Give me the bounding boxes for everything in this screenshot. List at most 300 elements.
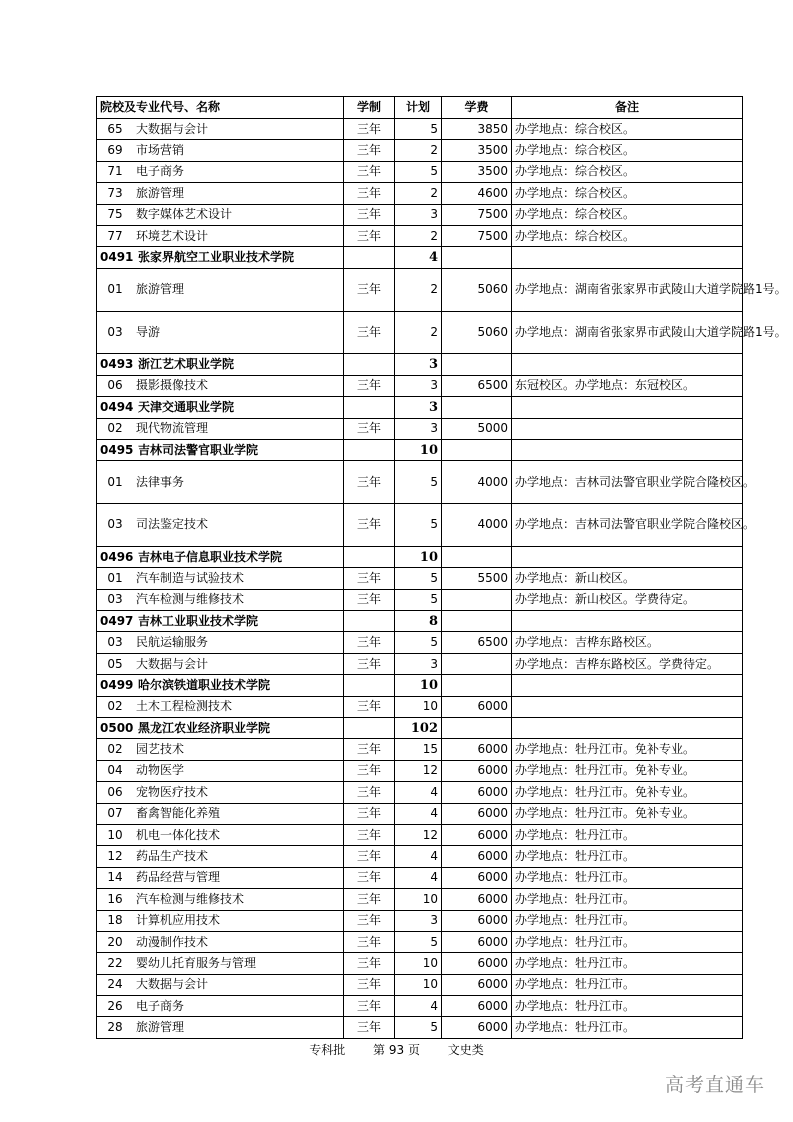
school-code: 0497 bbox=[100, 613, 134, 628]
school-code: 0491 bbox=[100, 250, 134, 265]
school-code: 0494 bbox=[100, 399, 134, 414]
school-code: 0493 bbox=[100, 357, 134, 372]
major-duration: 三年 bbox=[344, 140, 395, 161]
major-plan: 5 bbox=[395, 119, 442, 140]
major-note: 办学地点：牡丹江市。免补专业。 bbox=[512, 803, 743, 824]
school-name: 吉林司法警官职业学院 bbox=[138, 442, 259, 457]
school-row bbox=[97, 675, 743, 696]
major-name: 药品经营与管理 bbox=[136, 870, 221, 885]
school-fee-cell bbox=[442, 439, 512, 460]
major-plan: 2 bbox=[395, 225, 442, 246]
major-code: 24 bbox=[107, 977, 123, 992]
major-cell bbox=[97, 632, 344, 653]
major-row bbox=[97, 204, 743, 225]
footer-page-number: 第 93 页 bbox=[373, 1043, 420, 1057]
major-fee: 6000 bbox=[442, 974, 512, 995]
school-plan: 10 bbox=[395, 675, 442, 696]
major-fee: 6000 bbox=[442, 910, 512, 931]
major-row bbox=[97, 225, 743, 246]
major-fee: 6000 bbox=[442, 846, 512, 867]
major-name: 旅游管理 bbox=[136, 282, 185, 297]
major-note: 办学地点：吉林司法警官职业学院合隆校区。 bbox=[512, 504, 743, 547]
major-name: 电子商务 bbox=[136, 998, 185, 1013]
school-note-cell bbox=[512, 546, 743, 567]
watermark-text: 高考直通车 bbox=[664, 1074, 765, 1096]
major-cell bbox=[97, 931, 344, 952]
major-duration: 三年 bbox=[344, 782, 395, 803]
major-cell bbox=[97, 225, 344, 246]
major-name: 汽车制造与试验技术 bbox=[136, 570, 245, 585]
major-fee: 6000 bbox=[442, 1017, 512, 1038]
major-note: 东冠校区。办学地点：东冠校区。 bbox=[512, 375, 743, 396]
page-footer bbox=[0, 1041, 793, 1058]
major-note: 办学地点：吉桦东路校区。 bbox=[512, 632, 743, 653]
major-note: 办学地点：牡丹江市。 bbox=[512, 974, 743, 995]
major-name: 电子商务 bbox=[136, 164, 185, 179]
major-note bbox=[512, 418, 743, 439]
major-name: 法律事务 bbox=[136, 474, 185, 489]
major-code: 12 bbox=[107, 849, 123, 864]
major-plan: 4 bbox=[395, 996, 442, 1017]
school-duration-cell bbox=[344, 247, 395, 268]
school-cell bbox=[97, 546, 344, 567]
school-row bbox=[97, 546, 743, 567]
school-row bbox=[97, 718, 743, 739]
major-name: 旅游管理 bbox=[136, 185, 185, 200]
major-cell bbox=[97, 760, 344, 781]
major-row bbox=[97, 974, 743, 995]
major-note: 办学地点：牡丹江市。 bbox=[512, 1017, 743, 1038]
major-cell bbox=[97, 867, 344, 888]
major-note: 办学地点：综合校区。 bbox=[512, 119, 743, 140]
major-code: 28 bbox=[107, 1020, 123, 1035]
school-fee-cell bbox=[442, 247, 512, 268]
major-code: 71 bbox=[107, 164, 123, 179]
major-cell bbox=[97, 504, 344, 547]
major-row bbox=[97, 568, 743, 589]
major-plan: 5 bbox=[395, 461, 442, 504]
major-note: 办学地点：综合校区。 bbox=[512, 225, 743, 246]
header-fee: 学费 bbox=[442, 97, 512, 119]
major-duration: 三年 bbox=[344, 268, 395, 311]
major-duration: 三年 bbox=[344, 760, 395, 781]
major-cell bbox=[97, 183, 344, 204]
major-name: 大数据与会计 bbox=[136, 977, 209, 992]
major-fee: 3850 bbox=[442, 119, 512, 140]
major-code: 01 bbox=[107, 474, 123, 489]
major-row bbox=[97, 760, 743, 781]
major-cell bbox=[97, 461, 344, 504]
major-name: 摄影摄像技术 bbox=[136, 378, 209, 393]
major-code: 02 bbox=[107, 742, 123, 757]
major-note: 办学地点：牡丹江市。 bbox=[512, 824, 743, 845]
major-plan: 5 bbox=[395, 632, 442, 653]
school-row bbox=[97, 611, 743, 632]
major-name: 市场营销 bbox=[136, 143, 185, 158]
admission-plan-table bbox=[96, 96, 787, 1039]
school-fee-cell bbox=[442, 675, 512, 696]
major-fee: 6000 bbox=[442, 739, 512, 760]
major-cell bbox=[97, 568, 344, 589]
major-plan: 3 bbox=[395, 418, 442, 439]
major-row bbox=[97, 910, 743, 931]
major-name: 汽车检测与维修技术 bbox=[136, 891, 245, 906]
major-duration: 三年 bbox=[344, 461, 395, 504]
school-name: 吉林电子信息职业技术学院 bbox=[138, 549, 283, 564]
major-cell bbox=[97, 375, 344, 396]
major-note: 办学地点：综合校区。 bbox=[512, 183, 743, 204]
school-cell bbox=[97, 611, 344, 632]
major-fee: 6000 bbox=[442, 953, 512, 974]
major-note: 办学地点：湖南省张家界市武陵山大道学院路1号。 bbox=[512, 311, 743, 354]
major-fee: 6000 bbox=[442, 782, 512, 803]
major-fee: 6500 bbox=[442, 632, 512, 653]
major-code: 65 bbox=[107, 121, 123, 136]
major-duration: 三年 bbox=[344, 889, 395, 910]
major-fee: 6000 bbox=[442, 931, 512, 952]
major-name: 司法鉴定技术 bbox=[136, 517, 209, 532]
major-plan: 3 bbox=[395, 375, 442, 396]
major-code: 20 bbox=[107, 934, 123, 949]
major-name: 大数据与会计 bbox=[136, 121, 209, 136]
major-row bbox=[97, 311, 743, 354]
major-fee: 5000 bbox=[442, 418, 512, 439]
major-fee: 5500 bbox=[442, 568, 512, 589]
major-note: 办学地点：新山校区。学费待定。 bbox=[512, 589, 743, 610]
major-plan: 2 bbox=[395, 140, 442, 161]
major-cell bbox=[97, 653, 344, 674]
major-plan: 10 bbox=[395, 696, 442, 717]
major-note: 办学地点：牡丹江市。免补专业。 bbox=[512, 739, 743, 760]
school-note-cell bbox=[512, 397, 743, 418]
school-cell bbox=[97, 675, 344, 696]
school-duration-cell bbox=[344, 718, 395, 739]
major-code: 03 bbox=[107, 324, 123, 339]
major-name: 机电一体化技术 bbox=[136, 827, 221, 842]
major-duration: 三年 bbox=[344, 119, 395, 140]
major-duration: 三年 bbox=[344, 504, 395, 547]
school-note-cell bbox=[512, 611, 743, 632]
major-note: 办学地点：牡丹江市。 bbox=[512, 867, 743, 888]
major-code: 69 bbox=[107, 143, 123, 158]
major-row bbox=[97, 504, 743, 547]
school-code: 0499 bbox=[100, 677, 134, 692]
major-duration: 三年 bbox=[344, 803, 395, 824]
major-fee: 6000 bbox=[442, 889, 512, 910]
school-duration-cell bbox=[344, 675, 395, 696]
major-plan: 4 bbox=[395, 867, 442, 888]
school-fee-cell bbox=[442, 546, 512, 567]
major-row bbox=[97, 739, 743, 760]
major-fee: 4000 bbox=[442, 504, 512, 547]
major-duration: 三年 bbox=[344, 161, 395, 182]
major-code: 03 bbox=[107, 592, 123, 607]
major-cell bbox=[97, 311, 344, 354]
school-duration-cell bbox=[344, 397, 395, 418]
major-name: 宠物医疗技术 bbox=[136, 784, 209, 799]
school-cell bbox=[97, 718, 344, 739]
school-duration-cell bbox=[344, 439, 395, 460]
major-duration: 三年 bbox=[344, 953, 395, 974]
school-name: 黑龙江农业经济职业学院 bbox=[138, 720, 271, 735]
school-note-cell bbox=[512, 718, 743, 739]
major-fee: 6000 bbox=[442, 824, 512, 845]
major-duration: 三年 bbox=[344, 204, 395, 225]
major-plan: 5 bbox=[395, 1017, 442, 1038]
major-note: 办学地点：牡丹江市。 bbox=[512, 931, 743, 952]
major-code: 02 bbox=[107, 699, 123, 714]
school-code: 0500 bbox=[100, 720, 134, 735]
major-code: 06 bbox=[107, 378, 123, 393]
major-fee: 7500 bbox=[442, 204, 512, 225]
major-plan: 10 bbox=[395, 889, 442, 910]
major-note: 办学地点：牡丹江市。 bbox=[512, 996, 743, 1017]
major-cell bbox=[97, 846, 344, 867]
school-duration-cell bbox=[344, 611, 395, 632]
major-plan: 5 bbox=[395, 161, 442, 182]
major-fee: 4000 bbox=[442, 461, 512, 504]
major-duration: 三年 bbox=[344, 225, 395, 246]
major-plan: 2 bbox=[395, 183, 442, 204]
major-fee: 6000 bbox=[442, 867, 512, 888]
major-cell bbox=[97, 739, 344, 760]
school-duration-cell bbox=[344, 354, 395, 375]
major-row bbox=[97, 803, 743, 824]
school-fee-cell bbox=[442, 611, 512, 632]
school-plan: 8 bbox=[395, 611, 442, 632]
major-code: 03 bbox=[107, 635, 123, 650]
major-duration: 三年 bbox=[344, 653, 395, 674]
header-plan: 计划 bbox=[395, 97, 442, 119]
school-fee-cell bbox=[442, 354, 512, 375]
major-cell bbox=[97, 140, 344, 161]
major-cell bbox=[97, 696, 344, 717]
major-note bbox=[512, 696, 743, 717]
major-name: 畜禽智能化养殖 bbox=[136, 806, 221, 821]
major-code: 77 bbox=[107, 228, 123, 243]
school-row bbox=[97, 439, 743, 460]
major-note: 办学地点：牡丹江市。 bbox=[512, 889, 743, 910]
major-duration: 三年 bbox=[344, 974, 395, 995]
major-row bbox=[97, 953, 743, 974]
major-code: 14 bbox=[107, 870, 123, 885]
major-code: 03 bbox=[107, 517, 123, 532]
major-plan: 4 bbox=[395, 782, 442, 803]
major-name: 婴幼儿托育服务与管理 bbox=[136, 955, 257, 970]
major-code: 02 bbox=[107, 421, 123, 436]
school-plan: 3 bbox=[395, 354, 442, 375]
major-fee: 4600 bbox=[442, 183, 512, 204]
major-name: 药品生产技术 bbox=[136, 849, 209, 864]
major-fee: 3500 bbox=[442, 161, 512, 182]
major-row bbox=[97, 1017, 743, 1038]
major-row bbox=[97, 418, 743, 439]
major-plan: 5 bbox=[395, 931, 442, 952]
major-note: 办学地点：牡丹江市。免补专业。 bbox=[512, 760, 743, 781]
school-plan: 4 bbox=[395, 247, 442, 268]
school-note-cell bbox=[512, 247, 743, 268]
school-plan: 3 bbox=[395, 397, 442, 418]
major-plan: 5 bbox=[395, 589, 442, 610]
major-duration: 三年 bbox=[344, 568, 395, 589]
major-cell bbox=[97, 589, 344, 610]
major-code: 75 bbox=[107, 207, 123, 222]
header-name: 院校及专业代号、名称 bbox=[97, 97, 344, 119]
major-note: 办学地点：牡丹江市。 bbox=[512, 846, 743, 867]
major-row bbox=[97, 375, 743, 396]
table-header-row bbox=[97, 97, 743, 119]
major-name: 导游 bbox=[136, 324, 161, 339]
major-note: 办学地点：吉桦东路校区。学费待定。 bbox=[512, 653, 743, 674]
major-duration: 三年 bbox=[344, 589, 395, 610]
major-note: 办学地点：新山校区。 bbox=[512, 568, 743, 589]
major-plan: 12 bbox=[395, 824, 442, 845]
school-fee-cell bbox=[442, 718, 512, 739]
major-cell bbox=[97, 1017, 344, 1038]
major-name: 民航运输服务 bbox=[136, 635, 209, 650]
major-code: 73 bbox=[107, 185, 123, 200]
major-row bbox=[97, 119, 743, 140]
major-note: 办学地点：吉林司法警官职业学院合隆校区。 bbox=[512, 461, 743, 504]
major-cell bbox=[97, 974, 344, 995]
major-row bbox=[97, 268, 743, 311]
school-name: 浙江艺术职业学院 bbox=[138, 357, 235, 372]
major-name: 土木工程检测技术 bbox=[136, 699, 233, 714]
major-fee: 6000 bbox=[442, 696, 512, 717]
major-row bbox=[97, 846, 743, 867]
school-duration-cell bbox=[344, 546, 395, 567]
major-row bbox=[97, 653, 743, 674]
school-fee-cell bbox=[442, 397, 512, 418]
major-row bbox=[97, 824, 743, 845]
major-cell bbox=[97, 268, 344, 311]
major-duration: 三年 bbox=[344, 931, 395, 952]
school-cell bbox=[97, 354, 344, 375]
major-code: 04 bbox=[107, 763, 123, 778]
major-plan: 4 bbox=[395, 803, 442, 824]
major-cell bbox=[97, 204, 344, 225]
major-code: 22 bbox=[107, 955, 123, 970]
major-name: 旅游管理 bbox=[136, 1020, 185, 1035]
school-note-cell bbox=[512, 354, 743, 375]
school-plan: 10 bbox=[395, 439, 442, 460]
major-cell bbox=[97, 161, 344, 182]
school-row bbox=[97, 354, 743, 375]
school-code: 0495 bbox=[100, 442, 134, 457]
major-fee: 6500 bbox=[442, 375, 512, 396]
major-row bbox=[97, 461, 743, 504]
major-note: 办学地点：牡丹江市。免补专业。 bbox=[512, 782, 743, 803]
major-cell bbox=[97, 418, 344, 439]
school-note-cell bbox=[512, 439, 743, 460]
major-plan: 3 bbox=[395, 204, 442, 225]
major-duration: 三年 bbox=[344, 1017, 395, 1038]
major-code: 07 bbox=[107, 806, 123, 821]
school-cell bbox=[97, 397, 344, 418]
major-name: 现代物流管理 bbox=[136, 421, 209, 436]
school-name: 张家界航空工业职业技术学院 bbox=[138, 250, 295, 265]
major-code: 05 bbox=[107, 656, 123, 671]
major-note: 办学地点：综合校区。 bbox=[512, 161, 743, 182]
school-cell bbox=[97, 247, 344, 268]
major-plan: 2 bbox=[395, 311, 442, 354]
header-note: 备注 bbox=[512, 97, 743, 119]
major-row bbox=[97, 782, 743, 803]
major-plan: 4 bbox=[395, 846, 442, 867]
major-fee: 7500 bbox=[442, 225, 512, 246]
major-cell bbox=[97, 953, 344, 974]
major-code: 06 bbox=[107, 784, 123, 799]
major-cell bbox=[97, 889, 344, 910]
school-cell bbox=[97, 439, 344, 460]
major-plan: 10 bbox=[395, 974, 442, 995]
major-duration: 三年 bbox=[344, 183, 395, 204]
major-note: 办学地点：综合校区。 bbox=[512, 140, 743, 161]
major-row bbox=[97, 931, 743, 952]
major-plan: 3 bbox=[395, 653, 442, 674]
major-code: 26 bbox=[107, 998, 123, 1013]
major-duration: 三年 bbox=[344, 739, 395, 760]
major-code: 10 bbox=[107, 827, 123, 842]
major-duration: 三年 bbox=[344, 632, 395, 653]
major-plan: 5 bbox=[395, 504, 442, 547]
major-plan: 12 bbox=[395, 760, 442, 781]
major-row bbox=[97, 996, 743, 1017]
major-name: 计算机应用技术 bbox=[136, 913, 221, 928]
major-duration: 三年 bbox=[344, 375, 395, 396]
major-duration: 三年 bbox=[344, 867, 395, 888]
school-name: 吉林工业职业技术学院 bbox=[138, 613, 259, 628]
major-name: 动漫制作技术 bbox=[136, 934, 209, 949]
major-plan: 3 bbox=[395, 910, 442, 931]
major-row bbox=[97, 632, 743, 653]
school-note-cell bbox=[512, 675, 743, 696]
school-row bbox=[97, 247, 743, 268]
major-plan: 10 bbox=[395, 953, 442, 974]
major-fee bbox=[442, 653, 512, 674]
major-plan: 2 bbox=[395, 268, 442, 311]
major-row bbox=[97, 183, 743, 204]
major-name: 汽车检测与维修技术 bbox=[136, 592, 245, 607]
header-duration: 学制 bbox=[344, 97, 395, 119]
major-fee: 5060 bbox=[442, 268, 512, 311]
major-code: 18 bbox=[107, 913, 123, 928]
major-plan: 5 bbox=[395, 568, 442, 589]
footer-category: 文史类 bbox=[447, 1043, 484, 1057]
major-duration: 三年 bbox=[344, 996, 395, 1017]
major-row bbox=[97, 589, 743, 610]
major-name: 园艺技术 bbox=[136, 742, 185, 757]
major-cell bbox=[97, 910, 344, 931]
major-duration: 三年 bbox=[344, 846, 395, 867]
major-fee: 6000 bbox=[442, 803, 512, 824]
major-fee: 5060 bbox=[442, 311, 512, 354]
major-note: 办学地点：湖南省张家界市武陵山大道学院路1号。 bbox=[512, 268, 743, 311]
major-name: 动物医学 bbox=[136, 763, 185, 778]
major-row bbox=[97, 140, 743, 161]
major-cell bbox=[97, 119, 344, 140]
major-note: 办学地点：综合校区。 bbox=[512, 204, 743, 225]
major-cell bbox=[97, 996, 344, 1017]
major-note: 办学地点：牡丹江市。 bbox=[512, 953, 743, 974]
major-row bbox=[97, 889, 743, 910]
school-plan: 10 bbox=[395, 546, 442, 567]
school-plan: 102 bbox=[395, 718, 442, 739]
school-name: 哈尔滨铁道职业技术学院 bbox=[138, 677, 271, 692]
major-row bbox=[97, 696, 743, 717]
major-fee bbox=[442, 589, 512, 610]
major-name: 数字媒体艺术设计 bbox=[136, 207, 233, 222]
